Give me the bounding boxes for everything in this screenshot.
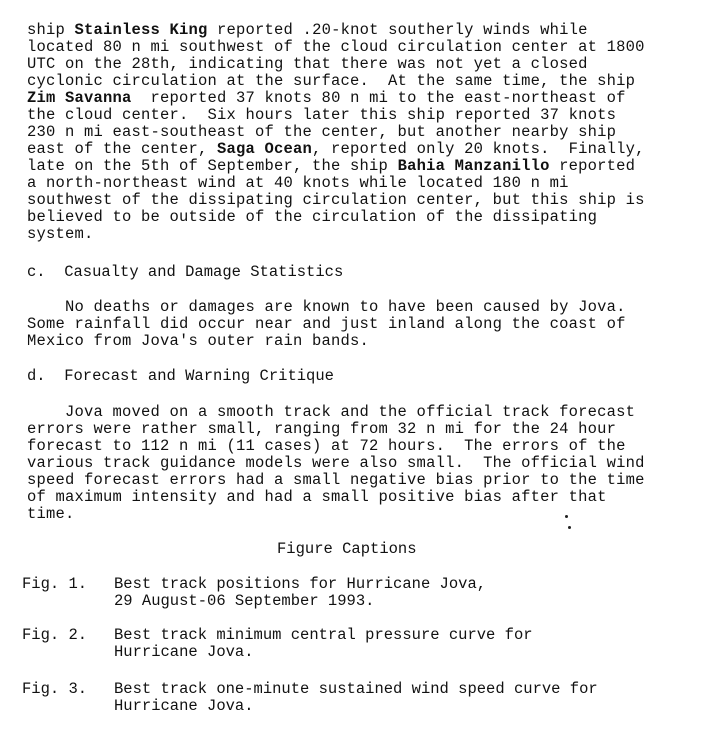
section-d-line5: speed forecast errors had a small negative bias prior to the time: [27, 471, 645, 489]
section-c-line1: No deaths or damages are known to have been caused by Jova.: [27, 298, 626, 316]
paragraph1-line10: a north-northeast wind at 40 knots while located 180 n mi: [27, 174, 569, 192]
section-d-line4: various track guidance models were also small. The official wind: [27, 454, 645, 472]
ship-name-stainless-king: Stainless King: [74, 21, 208, 39]
section-c-line3: Mexico from Jova's outer rain bands.: [27, 332, 370, 350]
section-c-line2: Some rainfall did occur near and just inland along the coast of: [27, 315, 626, 333]
paragraph1-line8: [27, 141, 645, 158]
fig1-label: Fig. 1.: [22, 575, 88, 593]
text: east of the center,: [27, 140, 218, 158]
section-c-heading: c. Casualty and Damage Statistics: [27, 263, 344, 281]
figure-captions-heading: Figure Captions: [277, 540, 417, 558]
paragraph1-line13: system.: [27, 225, 94, 243]
text: reported: [549, 157, 636, 175]
paragraph1-line7: 230 n mi east-southeast of the center, but another nearby ship: [27, 123, 617, 141]
ship-name-bahia-manzanillo: Bahia Manzanillo: [397, 157, 550, 175]
ship-name-zim-savanna: Zim Savanna: [27, 89, 132, 107]
ship-name-saga-ocean: Saga Ocean: [217, 140, 313, 158]
fig1-caption-line1: Best track positions for Hurricane Jova,: [114, 575, 487, 593]
paragraph1-line2: located 80 n mi southwest of the cloud circulation center at 1800: [27, 38, 645, 56]
paragraph1-line3: UTC on the 28th, indicating that there was not yet a closed: [27, 55, 588, 73]
paragraph1-line6: the cloud center. Six hours later this ship reported 37 knots: [27, 106, 617, 124]
fig3-caption-line1: Best track one-minute sustained wind speed curve for: [114, 680, 598, 698]
section-d-line1: Jova moved on a smooth track and the official track forecast: [27, 403, 636, 421]
paragraph1-line4: cyclonic circulation at the surface. At the same time, the ship: [27, 72, 636, 90]
paragraph1-line1: [27, 22, 588, 39]
section-d-line6: of maximum intensity and had a small positive bias after that: [27, 488, 607, 506]
paragraph1-line12: believed to be outside of the circulation of the dissipating: [27, 208, 598, 226]
section-d-line2: errors were rather small, ranging from 32 n mi for the 24 hour: [27, 420, 617, 438]
paragraph1-line9: [27, 158, 635, 175]
scan-speck: [565, 515, 568, 518]
paragraph1-line11: southwest of the dissipating circulation center, but this ship is: [27, 191, 645, 209]
section-d-line7: time.: [27, 505, 75, 523]
fig2-caption-line1: Best track minimum central pressure curve for: [114, 626, 533, 644]
text: late on the 5th of September, the ship: [27, 157, 398, 175]
fig3-caption-line2: Hurricane Jova.: [114, 697, 254, 715]
scan-speck: [568, 526, 571, 529]
section-d-line3: forecast to 112 n mi (11 cases) at 72 hours. The errors of the: [27, 437, 626, 455]
text: , reported only 20 knots. Finally,: [312, 140, 645, 158]
paragraph1-line5: [27, 90, 626, 107]
fig3-label: Fig. 3.: [22, 680, 88, 698]
fig2-label: Fig. 2.: [22, 626, 88, 644]
text: reported .20-knot southerly winds while: [207, 21, 588, 39]
fig2-caption-line2: Hurricane Jova.: [114, 643, 254, 661]
fig1-caption-line2: 29 August-06 September 1993.: [114, 592, 375, 610]
text: reported 37 knots 80 n mi to the east-northeast of: [131, 89, 626, 107]
text: ship: [27, 21, 75, 39]
section-d-heading: d. Forecast and Warning Critique: [27, 367, 334, 385]
